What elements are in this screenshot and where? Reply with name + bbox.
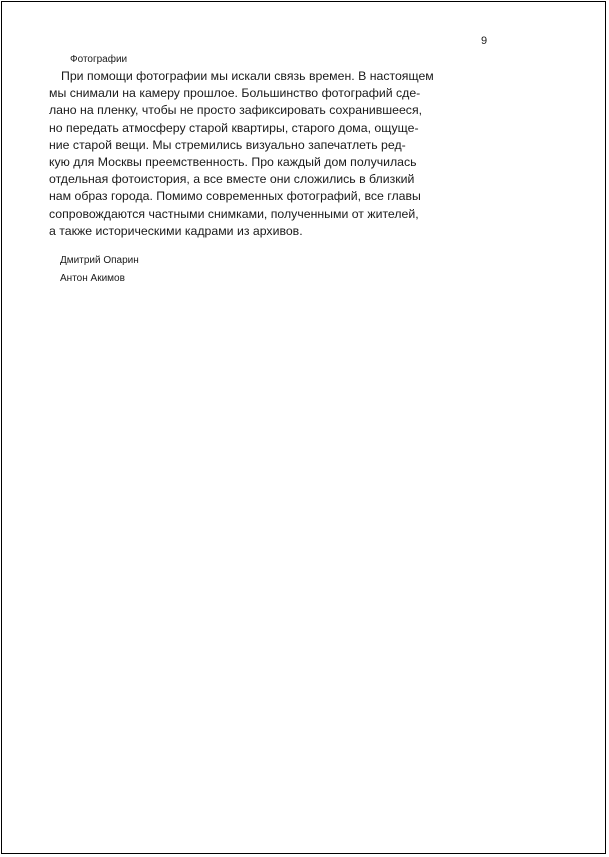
paragraph-line: сопровождаются частными снимками, полученными от жителей, — [49, 206, 419, 221]
paragraph-line: мы снимали на камеру прошлое. Большинство фотографий сде- — [49, 86, 421, 101]
paragraph-line: но передать атмосферу старой квартиры, старого дома, ощуще- — [49, 120, 419, 135]
paragraph-line: кую для Москвы преемственность. Про каждый дом получилась — [49, 155, 417, 170]
section-title: Фотографии — [70, 54, 128, 65]
author-name: Антон Акимов — [60, 273, 125, 284]
paragraph-line: а также историческими кадрами из архивов. — [49, 223, 303, 238]
paragraph-line: отдельная фотоистория, а все вместе они сложились в близкий — [49, 172, 415, 187]
author-name: Дмитрий Опарин — [60, 255, 139, 266]
paragraph-line: При помощи фотографии мы искали связь времен. В настоящем — [61, 69, 434, 83]
document-page — [1, 1, 606, 854]
paragraph-line: ние старой вещи. Мы стремились визуально запечатлеть ред- — [49, 137, 406, 152]
body-paragraph — [49, 68, 479, 240]
page-number: 9 — [481, 35, 488, 47]
paragraph-line: лано на пленку, чтобы не просто зафиксировать сохранившееся, — [49, 103, 423, 118]
paragraph-line: нам образ города. Помимо современных фотографий, все главы — [49, 189, 421, 204]
